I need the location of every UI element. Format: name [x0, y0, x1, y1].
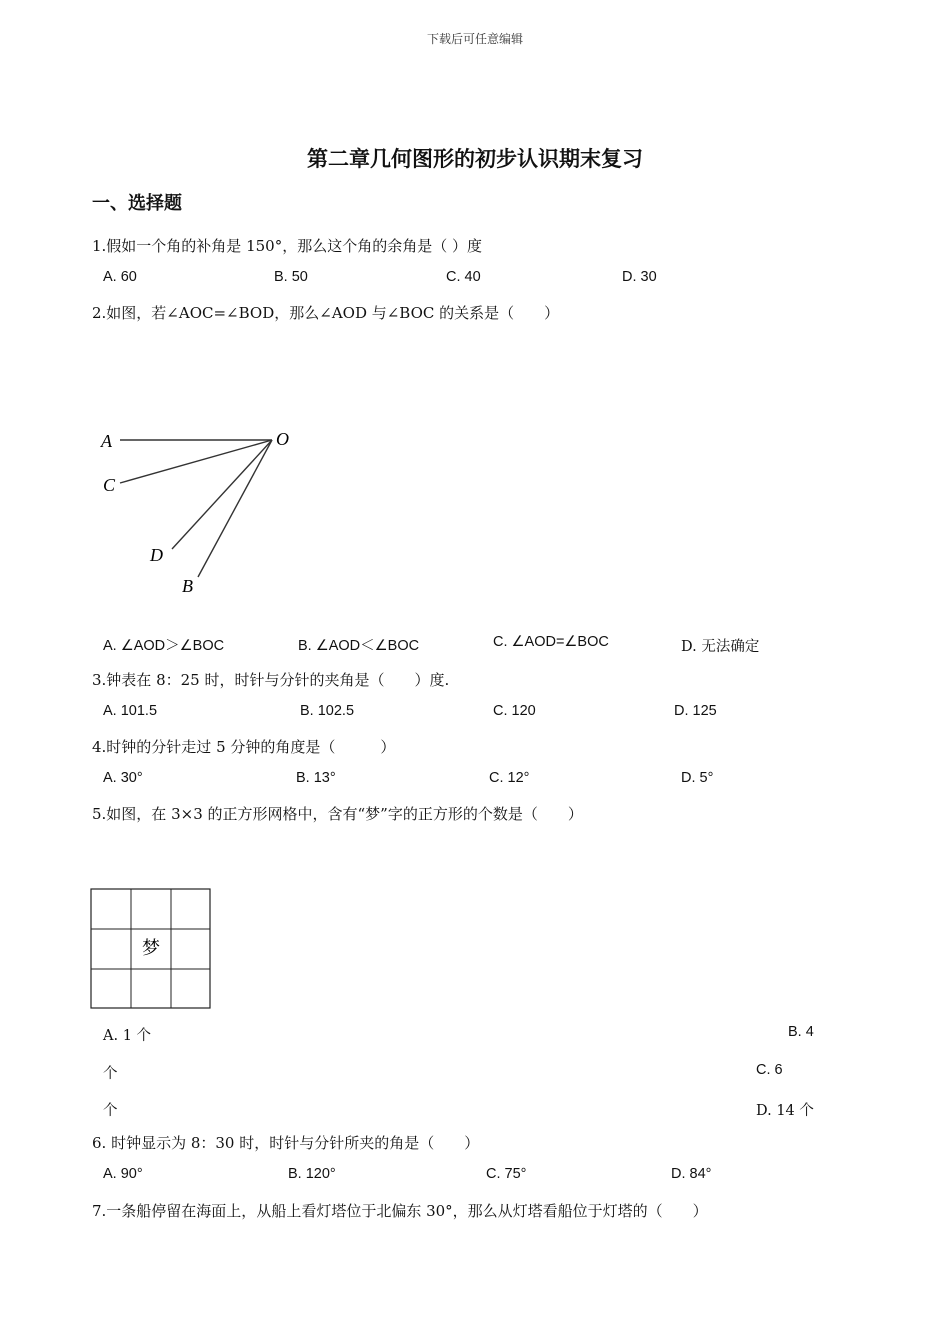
label-b: B	[182, 576, 193, 596]
q3-option-b: B. 102.5	[300, 703, 355, 719]
grid-character: 梦	[142, 938, 160, 958]
q2-option-b: B. ∠AOD＜∠BOC	[298, 638, 420, 654]
q5-option-c-unit: 个	[103, 1103, 118, 1119]
q6-option-b: B. 120°	[288, 1166, 336, 1182]
q6-option-c: C. 75°	[486, 1166, 527, 1182]
question-5: 5.如图，在 3×3 的正方形网格中，含有“梦”字的正方形的个数是（ ）	[92, 805, 583, 823]
q2-option-c: C. ∠AOD=∠BOC	[493, 634, 609, 650]
q3-option-d: D. 125	[674, 703, 717, 719]
q1-option-b: B. 50	[274, 269, 308, 285]
question-3: 3.钟表在 8：25 时，时针与分针的夹角是（ ）度.	[92, 671, 450, 689]
q5-option-a: A. 1 个	[103, 1028, 152, 1044]
label-a: A	[101, 431, 112, 451]
label-c: C	[103, 475, 116, 495]
q4-option-a: A. 30°	[103, 770, 143, 786]
q5-option-c: C. 6	[756, 1062, 783, 1078]
document-title: 第二章几何图形的初步认识期末复习	[307, 146, 643, 171]
q1-option-c: C. 40	[446, 269, 481, 285]
q2-option-d: D. 无法确定	[681, 639, 760, 655]
q4-option-d: D. 5°	[681, 770, 714, 786]
section-heading: 一、选择题	[92, 193, 182, 214]
label-d: D	[150, 545, 163, 565]
q3-option-a: A. 101.5	[103, 703, 158, 719]
q5-option-b-unit: 个	[103, 1066, 118, 1082]
q1-option-d: D. 30	[622, 269, 657, 285]
q3-option-c: C. 120	[493, 703, 536, 719]
page-header: 下载后可任意编辑	[426, 32, 523, 46]
q1-option-a: A. 60	[103, 269, 137, 285]
q2-option-a: A. ∠AOD＞∠BOC	[103, 638, 225, 654]
q6-option-d: D. 84°	[671, 1166, 712, 1182]
q4-option-b: B. 13°	[296, 770, 336, 786]
question-7: 7.一条船停留在海面上，从船上看灯塔位于北偏东 30°，那么从灯塔看船位于灯塔的（ ）	[92, 1202, 708, 1220]
question-1: 1.假如一个角的补角是 150°，那么这个角的余角是（ ）度	[92, 237, 482, 255]
q5-option-d: D. 14 个	[756, 1103, 814, 1119]
question-4: 4.时钟的分针走过 5 分钟的角度是（ ）	[92, 738, 396, 756]
q4-option-c: C. 12°	[489, 770, 530, 786]
q6-option-a: A. 90°	[103, 1166, 143, 1182]
grid-figure	[90, 888, 212, 1010]
angle-figure	[92, 415, 312, 605]
question-2: 2.如图，若∠AOC=∠BOD，那么∠AOD 与∠BOC 的关系是（ ）	[92, 304, 560, 322]
label-o: O	[276, 429, 289, 449]
question-6: 6. 时钟显示为 8：30 时，时针与分针所夹的角是（ ）	[92, 1134, 480, 1152]
q5-option-b: B. 4	[788, 1024, 814, 1040]
ray-oc	[120, 440, 272, 483]
